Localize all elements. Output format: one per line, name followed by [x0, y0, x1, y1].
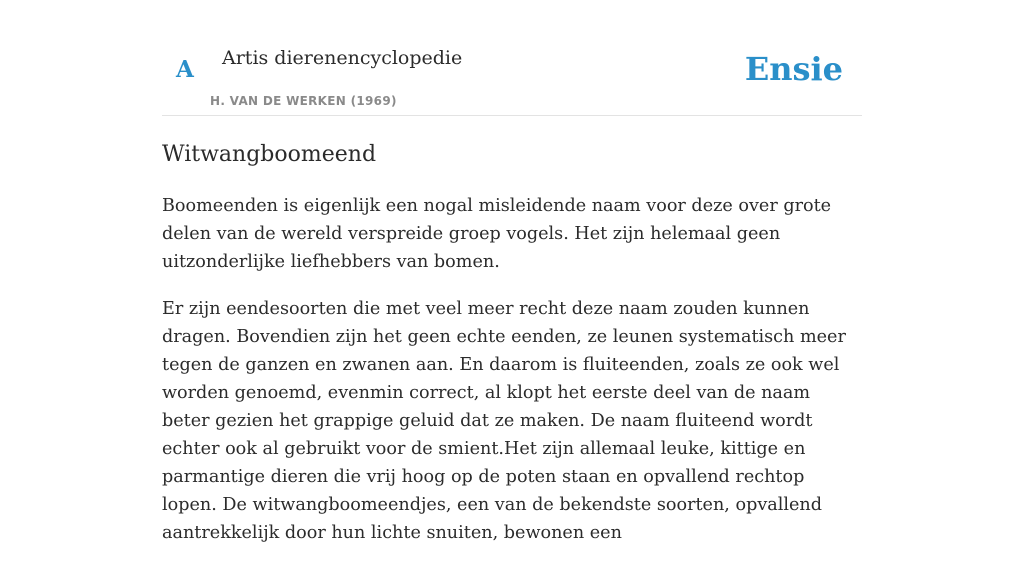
- article-paragraph: Boomeenden is eigenlijk een nogal misleidende naam voor deze over grote delen van de wereld verspreide groep vogels. Het zijn helemaal geen uitzonderlijke liefhebbers van bomen.: [162, 196, 832, 272]
- book-letter-link[interactable]: A: [176, 56, 194, 83]
- book-author: H. VAN DE WERKEN (1969): [210, 94, 397, 108]
- article-content: [162, 192, 862, 566]
- article-paragraph: Er zijn eendesoorten die met veel meer recht deze naam zouden kunnen dragen. Bovendien zijn het geen echte eenden, ze leunen systematisch meer tegen de ganzen en zwanen aan. En daarom is fluiteenden, zoals ze ook wel worden genoemd, evenmin correct, al klopt het eerste deel van de naam beter gezien het grappige geluid dat ze maken. De naam fluiteend wordt echter ook al gebruikt voor de smient.Het zijn allemaal leuke, kittige en parmantige dieren die vrij hoog op de poten staan en opvallend rechtop lopen. De witwangboomeendjes, een van de bekendste soorten, opvallend aantrekkelijk door hun lichte snuiten, bewonen een: [162, 299, 846, 543]
- book-title[interactable]: Artis dierenencyclopedie: [222, 47, 463, 69]
- article-title: Witwangboomeend: [162, 142, 377, 167]
- header: [162, 0, 862, 116]
- ensie-logo[interactable]: Ensie: [744, 50, 843, 88]
